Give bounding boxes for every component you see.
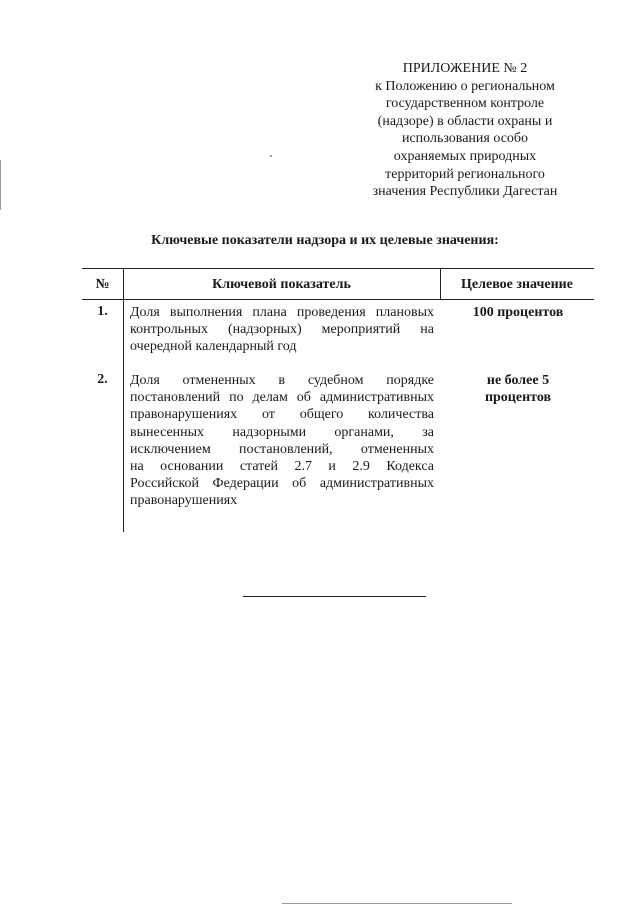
row-number: 2.: [97, 372, 108, 387]
scan-artifact: [270, 155, 272, 157]
document-title: Ключевые показатели надзора и их целевые значения:: [151, 233, 499, 248]
row-indicator: [130, 304, 434, 356]
indicator-line: вынесенных надзорными органами, за: [130, 424, 434, 440]
indicator-line: на основании статей 2.7 и 2.9 Кодекса: [130, 459, 434, 475]
row-indicator: [130, 372, 434, 510]
target-line: не более 5: [486, 373, 550, 388]
indicator-line: контрольных (надзорных) мероприятий на: [130, 322, 434, 338]
scan-artifact: [282, 903, 512, 904]
header-number: №: [95, 277, 110, 292]
table-column-divider: [123, 268, 124, 532]
indicator-line: правонарушениях: [130, 493, 238, 509]
appendix-line: использования особо: [401, 131, 529, 147]
appendix-line: к Положению о региональном: [375, 78, 555, 94]
target-line: 100 процентов: [472, 305, 564, 320]
appendix-header: [350, 60, 580, 201]
appendix-line: территорий регионального: [385, 166, 545, 182]
indicator-line: Доля отмененных в судебном порядке: [130, 373, 434, 388]
appendix-line: государственном контроле: [385, 96, 545, 112]
table-top-rule: [82, 268, 594, 269]
indicator-line: правонарушениях от общего количества: [130, 407, 434, 423]
indicator-line: Доля выполнения плана проведения плановых: [130, 305, 434, 320]
row-target: [444, 372, 592, 406]
indicator-line: Российской Федерации об административных: [130, 476, 434, 492]
target-line: процентов: [484, 390, 552, 406]
row-number: 1.: [97, 304, 108, 319]
indicator-line: исключением постановлений, отмененных: [130, 441, 434, 457]
indicator-line: постановлений по делам об административных: [130, 390, 434, 406]
header-target: Целевое значение: [461, 277, 573, 292]
appendix-line: охраняемых природных: [393, 148, 537, 164]
scan-artifact: [0, 160, 1, 210]
appendix-line: ПРИЛОЖЕНИЕ № 2: [402, 61, 528, 76]
appendix-line: (надзоре) в области охраны и: [377, 113, 553, 129]
closing-separator-line: [243, 596, 426, 597]
header-indicator: Ключевой показатель: [212, 277, 351, 292]
table-header-rule: [82, 299, 594, 300]
appendix-line: значения Республики Дагестан: [372, 184, 558, 200]
indicator-line: очередной календарный год: [130, 339, 297, 355]
row-target: [444, 304, 592, 321]
